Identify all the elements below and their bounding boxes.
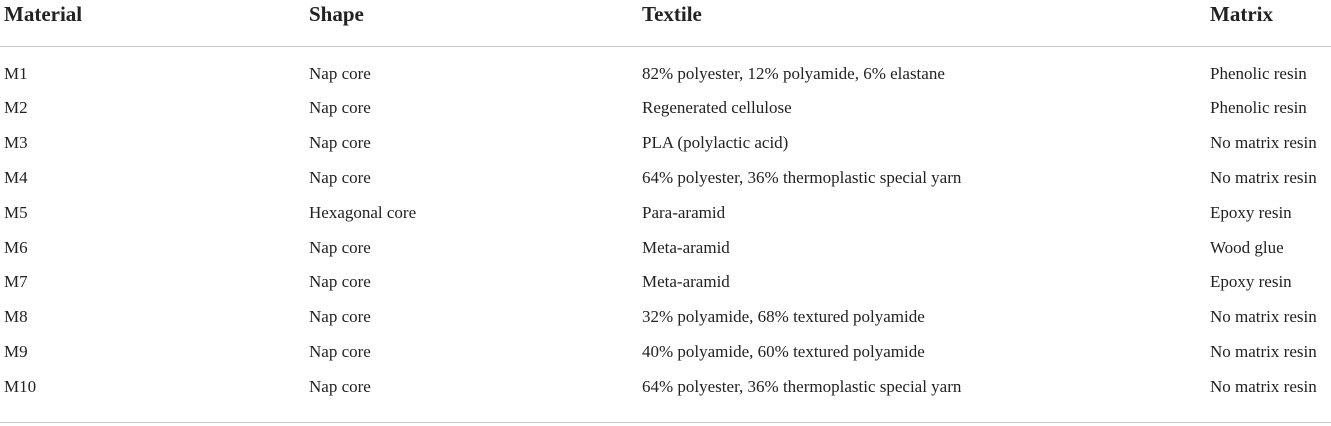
cell-textile: 64% polyester, 36% thermoplastic special yarn [642,167,962,187]
header-row [0,0,1331,47]
header-shape: Shape [305,0,638,47]
table-row [0,47,1331,92]
cell-textile: Meta-aramid [642,237,730,257]
cell-matrix: No matrix resin [1210,341,1317,361]
cell-matrix: Phenolic resin [1210,64,1307,83]
cell-matrix: No matrix resin [1210,307,1317,327]
cell-shape: Nap core [309,341,371,361]
cell-material: M8 [4,307,28,327]
table-row [0,161,1331,196]
cell-matrix: Phenolic resin [1210,98,1307,118]
cell-shape: Nap core [309,167,371,187]
table-row [0,91,1331,126]
table-header [0,0,1331,47]
cell-material: M5 [4,202,28,222]
cell-matrix: Epoxy resin [1210,202,1292,222]
cell-textile: Meta-aramid [642,272,730,292]
header-material: Material [0,0,305,47]
table-bottom-rule [0,422,1331,423]
cell-shape: Nap core [309,272,371,292]
cell-shape: Nap core [309,307,371,327]
table-row [0,335,1331,370]
cell-shape: Nap core [309,376,371,396]
table-row [0,300,1331,335]
cell-textile: Regenerated cellulose [642,98,792,118]
cell-textile: PLA (polylactic acid) [642,133,789,153]
table-row [0,195,1331,230]
cell-shape: Nap core [309,237,371,257]
cell-matrix: No matrix resin [1210,133,1317,153]
cell-shape: Nap core [309,133,371,153]
cell-material: M9 [4,341,28,361]
cell-material: M1 [4,64,28,83]
table-row [0,369,1331,412]
cell-shape: Nap core [309,64,371,83]
cell-material: M2 [4,98,28,118]
cell-matrix: No matrix resin [1210,167,1317,187]
table-row [0,265,1331,300]
cell-material: M7 [4,272,28,292]
cell-material: M3 [4,133,28,153]
cell-textile: 64% polyester, 36% thermoplastic special yarn [642,376,962,396]
cell-matrix: Epoxy resin [1210,272,1292,292]
cell-shape: Nap core [309,98,371,118]
cell-textile: 82% polyester, 12% polyamide, 6% elastane [642,64,945,83]
table-row [0,230,1331,265]
cell-textile: Para-aramid [642,202,726,222]
table-row [0,126,1331,161]
cell-material: M4 [4,167,28,187]
cell-material: M10 [4,376,37,396]
header-textile: Textile [638,0,1206,47]
table-body [0,47,1331,413]
cell-material: M6 [4,237,28,257]
cell-textile: 40% polyamide, 60% textured polyamide [642,341,925,361]
cell-shape: Hexagonal core [309,202,417,222]
cell-matrix: Wood glue [1210,237,1284,257]
header-matrix: Matrix [1206,0,1331,47]
cell-matrix: No matrix resin [1210,376,1317,396]
cell-textile: 32% polyamide, 68% textured polyamide [642,307,925,327]
